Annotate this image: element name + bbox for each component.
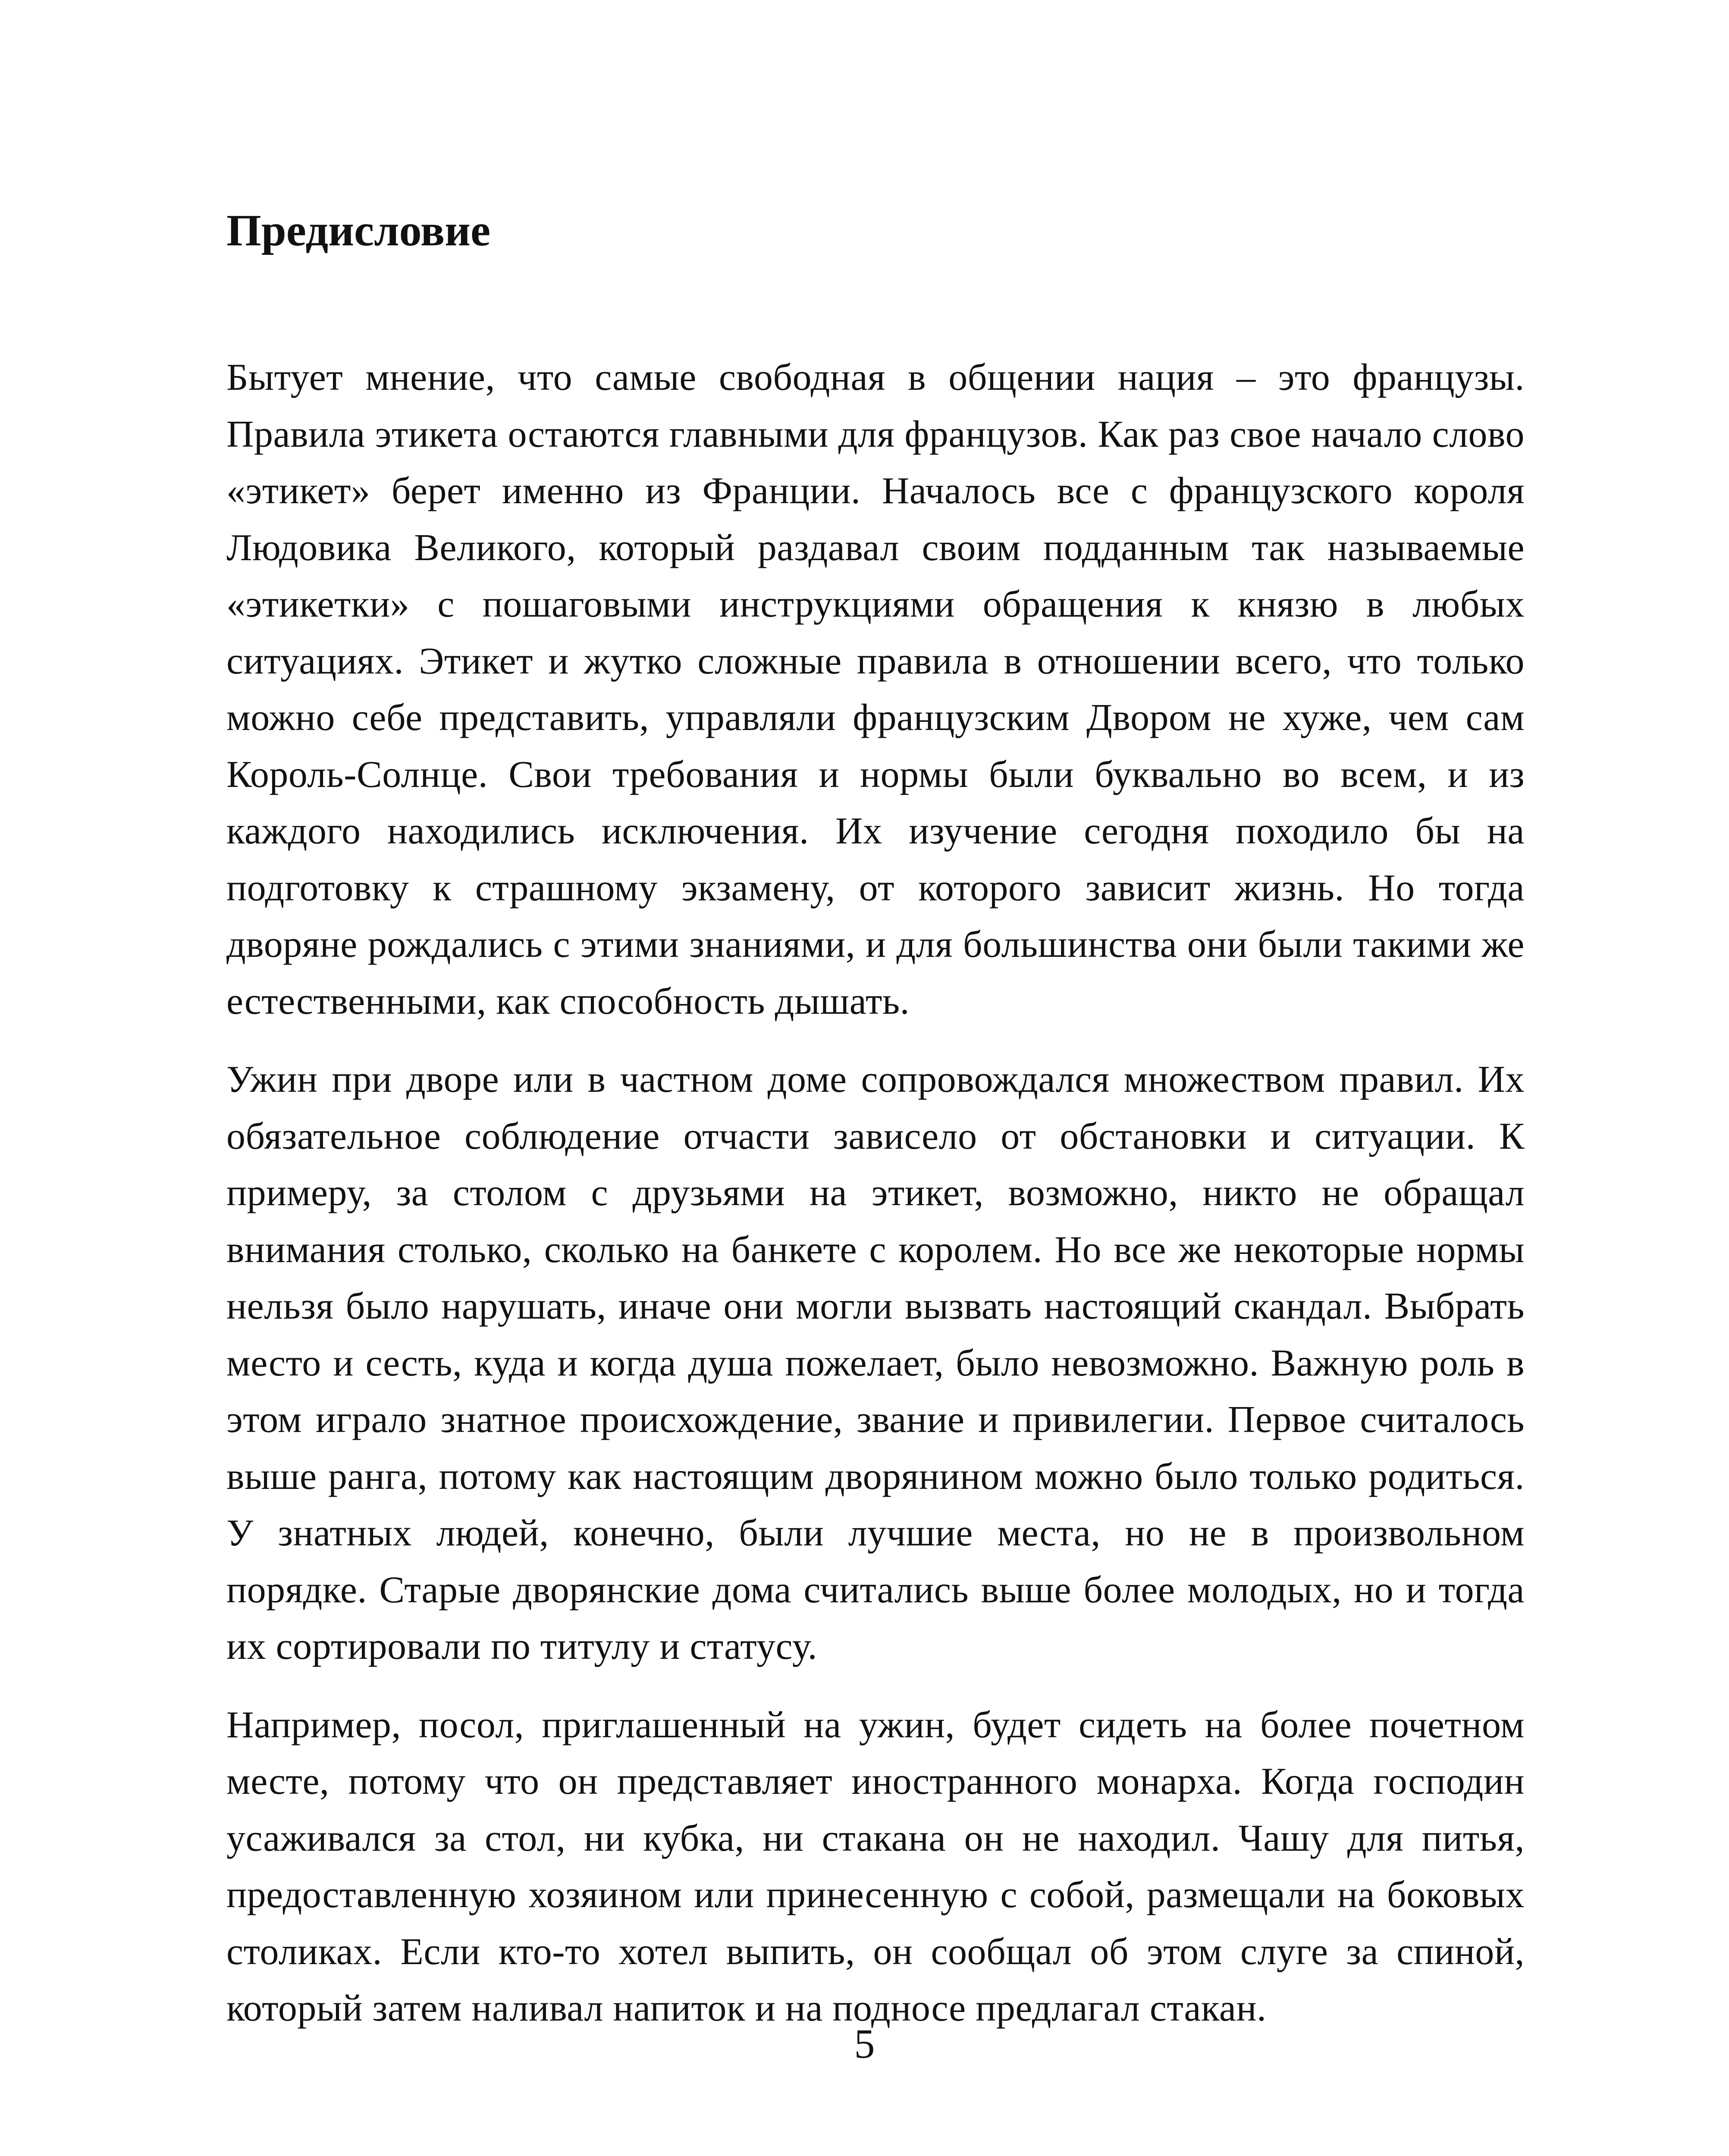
paragraph-2: Ужин при дворе или в частном доме сопровождался множеством правил. Их обязательное соблюдение отчасти зависело от обстановки и ситуации. К примеру, за столом с друзьями на этикет, возможно, никто не обращал внимания столько, сколько на банкете с королем. Но все же некоторые нормы нельзя было нарушать, иначе они могли вызвать настоящий скандал. Выбрать место и сесть, куда и когда душа пожелает, было невозможно. Важную роль в этом играло знатное происхождение, звание и привилегии. Первое считалось выше ранга, потому как настоящим дворянином можно было только родиться. У знатных людей, конечно, были лучшие места, но не в произвольном порядке. Старые дворянские дома считались выше более молодых, но и тогда их сортировали по титулу и статусу. [226,1059,1525,1667]
paragraph-3: Например, посол, приглашенный на ужин, будет сидеть на более почетном месте, потому что он представляет иностранного монарха. Когда господин усаживался за стол, ни кубка, ни стакана он не находил. Чашу для питья, предоставленную хозяином или принесенную с собой, размещали на боковых столиках. Если кто-то хотел выпить, он сообщал об этом слуге за спиной, который затем наливал напиток и на подносе предлагал стакан. [226,1704,1525,2029]
page-title: Предисловие [226,206,491,255]
page-content [226,203,1525,2059]
paragraph-1: Бытует мнение, что самые свободная в общении нация – это французы. Правила этикета остаются главными для французов. Как раз свое начало слово «этикет» берет именно из Франции. Началось все с французского короля Людовика Великого, который раздавал своим подданным так называемые «этикетки» с пошаговыми инструкциями обращения к князю в любых ситуациях. Этикет и жутко сложные правила в отношении всего, что только можно себе представить, управляли французским Двором не хуже, чем сам Король-Солнце. Свои требования и нормы были буквально во всем, и из каждого находились исключения. Их изучение сегодня походило бы на подготовку к страшному экзамену, от которого зависит жизнь. Но тогда дворяне рождались с этими знаниями, и для большинства они были такими же естественными, как способность дышать. [226,357,1525,1022]
page-number: 5 [854,2021,875,2067]
